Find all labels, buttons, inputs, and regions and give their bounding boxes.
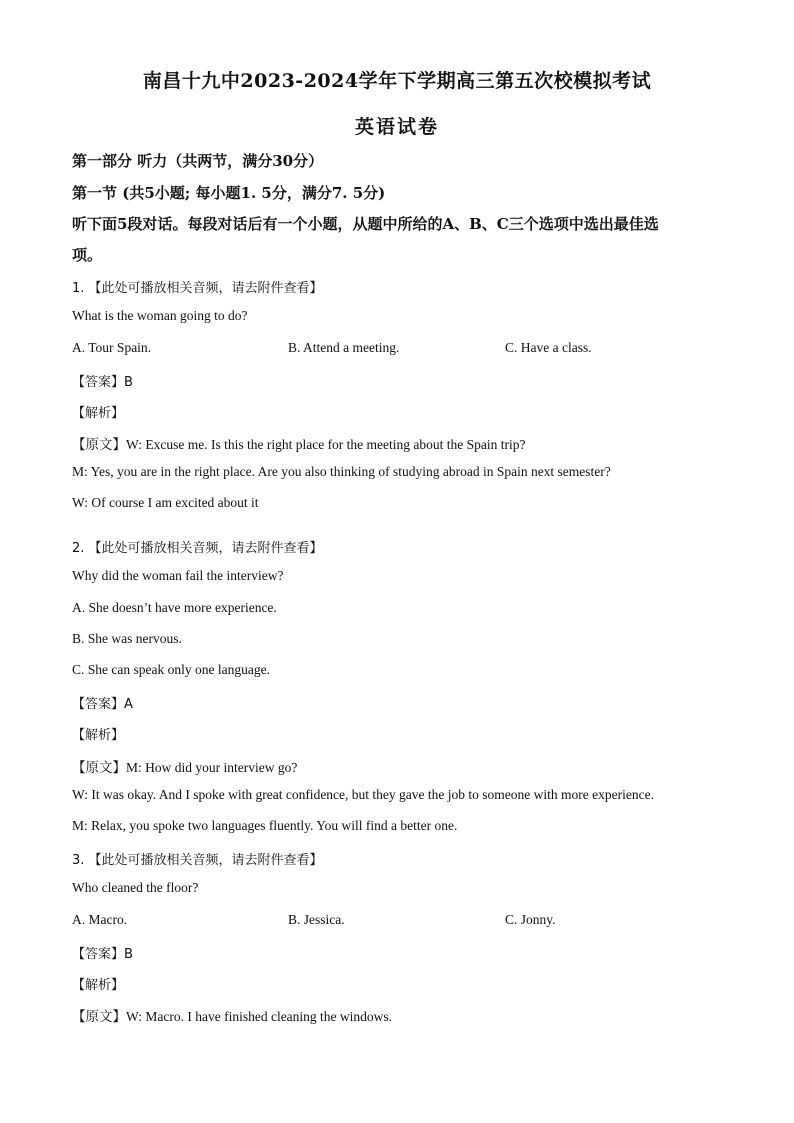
question-3-text: Who cleaned the floor? xyxy=(72,880,199,895)
question-1-audio-prompt: 1. 【此处可播放相关音频，请去附件查看】 xyxy=(72,281,323,296)
question-2-transcript-line-1: 【原文】M: How did your interview go? xyxy=(72,760,298,775)
question-1-transcript-line-2: M: Yes, you are in the right place. Are you also thinking of studying abroad in Spain next semester? xyxy=(72,464,611,479)
section-heading: 第一节 (共5小题; 每小题1. 5分，满分7. 5分) xyxy=(72,184,386,202)
instruction-line-2: 项。 xyxy=(72,246,103,264)
instruction-line-1: 听下面5段对话。每段对话后有一个小题，从题中所给的A、B、C三个选项中选出最佳选 xyxy=(72,215,659,233)
question-1-text: What is the woman going to do? xyxy=(72,308,248,323)
question-2-transcript-line-3: M: Relax, you spoke two languages fluently. You will find a better one. xyxy=(72,818,458,833)
question-1-transcript-line-1: 【原文】W: Excuse me. Is this the right place for the meeting about the Spain trip? xyxy=(72,437,526,452)
question-2-analysis: 【解析】 xyxy=(72,728,125,743)
exam-title: 南昌十九中2023-2024学年下学期高三第五次校模拟考试 xyxy=(142,70,652,92)
question-3-audio-prompt: 3. 【此处可播放相关音频，请去附件查看】 xyxy=(72,853,323,868)
question-1-transcript-line-3: W: Of course I am excited about it xyxy=(72,495,259,510)
question-3-option-b: B. Jessica. xyxy=(288,912,345,927)
question-3-transcript-line-1: 【原文】W: Macro. I have finished cleaning the windows. xyxy=(72,1009,393,1024)
question-2-audio-prompt: 2. 【此处可播放相关音频，请去附件查看】 xyxy=(72,541,323,556)
question-3-option-a: A. Macro. xyxy=(72,912,128,927)
question-3-option-c: C. Jonny. xyxy=(505,912,556,927)
question-2-option-b: B. She was nervous. xyxy=(72,631,182,646)
question-2-transcript-line-2: W: It was okay. And I spoke with great confidence, but they gave the job to someone with more experience. xyxy=(72,787,654,802)
question-3-analysis: 【解析】 xyxy=(72,978,125,993)
exam-subtitle: 英语试卷 xyxy=(354,116,439,138)
question-1-option-a: A. Tour Spain. xyxy=(72,340,152,355)
question-2-option-a: A. She doesn’t have more experience. xyxy=(72,600,277,615)
question-1-answer: 【答案】B xyxy=(72,375,133,390)
question-2-option-c: C. She can speak only one language. xyxy=(72,662,270,677)
question-1-analysis: 【解析】 xyxy=(72,406,125,421)
question-2-answer: 【答案】A xyxy=(72,697,133,712)
question-1-option-c: C. Have a class. xyxy=(505,340,592,355)
question-1-option-b: B. Attend a meeting. xyxy=(288,340,400,355)
question-3-answer: 【答案】B xyxy=(72,947,133,962)
part-heading: 第一部分 听力（共两节，满分30分） xyxy=(72,152,324,170)
question-2-text: Why did the woman fail the interview? xyxy=(72,568,284,583)
